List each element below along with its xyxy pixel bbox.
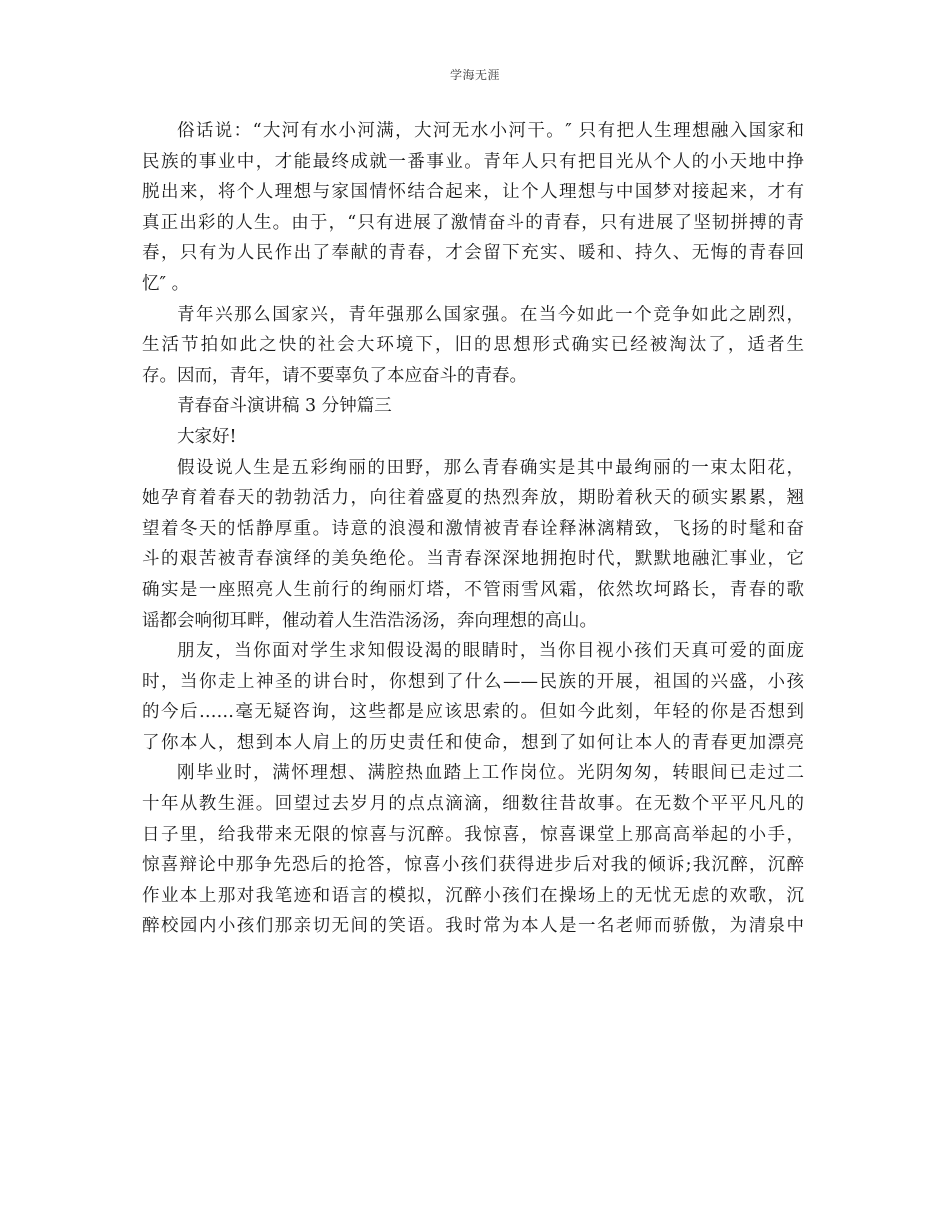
- text-line: 望着冬天的恬静厚重。诗意的浪漫和激情被青春诠释淋漓精致，飞扬的时髦和奋: [142, 518, 804, 539]
- text-line: 民族的事业中，才能最终成就一番事业。青年人只有把目光从个人的小天地中挣: [142, 151, 804, 172]
- text-line: 十年从教生涯。回望过去岁月的点点滴滴，细数往昔故事。在无数个平平凡凡的: [142, 794, 804, 815]
- text-line: 忆″ 。: [142, 273, 190, 294]
- text-line: 惊喜辩论中那争先恐后的抢答，惊喜小孩们获得进步后对我的倾诉;我沉醉，沉醉: [142, 855, 804, 876]
- text-line: 了你本人，想到本人肩上的历史责任和使命，想到了如何让本人的青春更加漂亮: [142, 732, 804, 753]
- text-line: 斗的艰苦被青春演绎的美奂绝伦。当青春深深地拥抱时代，默默地融汇事业，它: [142, 549, 804, 570]
- text-line: 青春奋斗演讲稿 3 分钟篇三: [177, 396, 392, 417]
- text-line: 刚毕业时，满怀理想、满腔热血踏上工作岗位。光阴匆匆，转眼间已走过二: [177, 763, 804, 784]
- text-line: 俗话说：“大河有水小河满，大河无水小河干。″ 只有把人生理想融入国家和: [177, 121, 804, 141]
- text-line: 日子里，给我带来无限的惊喜与沉醉。我惊喜，惊喜课堂上那高高举起的小手，: [142, 824, 804, 845]
- document-body: [142, 116, 804, 942]
- text-line: 春，只有为人民作出了奉献的青春，才会留下充实、暖和、持久、无悔的青春回: [142, 243, 804, 264]
- text-line: 时，当你走上神圣的讲台时，你想到了什么——民族的开展，祖国的兴盛，小孩: [142, 671, 804, 692]
- text-line: 谣都会响彻耳畔，催动着人生浩浩汤汤，奔向理想的高山。: [142, 610, 597, 631]
- text-line: 作业本上那对我笔迹和语言的模拟，沉醉小孩们在操场上的无忧无虑的欢歌，沉: [142, 885, 804, 906]
- text-line: 她孕育着春天的勃勃活力，向往着盛夏的热烈奔放，期盼着秋天的硕实累累，翘: [142, 488, 804, 509]
- text-line: 存。因而，青年，请不要辜负了本应奋斗的青春。: [142, 365, 527, 386]
- text-line: 大家好!: [177, 426, 237, 447]
- text-line: 真正出彩的人生。由于，“只有进展了激情奋斗的青春，只有进展了坚韧拼搏的青: [142, 212, 804, 233]
- text-line: 确实是一座照亮人生前行的绚丽灯塔，不管雨雪风霜，依然坎坷路长，青春的歌: [142, 579, 804, 600]
- text-line: 的今后……毫无疑咨询，这些都是应该思索的。但如今此刻，年轻的你是否想到: [142, 702, 804, 723]
- text-line: 生活节拍如此之快的社会大环境下，旧的思想形式确实已经被淘汰了，适者生: [142, 335, 804, 356]
- text-line: 青年兴那么国家兴，青年强那么国家强。在当今如此一个竞争如此之剧烈，: [177, 304, 804, 325]
- text-line: 醉校园内小孩们那亲切无间的笑语。我时常为本人是一名老师而骄傲，为清泉中: [142, 916, 804, 937]
- text-line: 朋友，当你面对学生求知假设渴的眼睛时，当你目视小孩们天真可爱的面庞: [177, 641, 804, 662]
- text-line: 脱出来，将个人理想与家国情怀结合起来，让个人理想与中国梦对接起来，才有: [142, 182, 804, 203]
- text-line: 假设说人生是五彩绚丽的田野，那么青春确实是其中最绚丽的一束太阳花，: [177, 457, 804, 478]
- page-header: 学海无涯: [449, 68, 500, 82]
